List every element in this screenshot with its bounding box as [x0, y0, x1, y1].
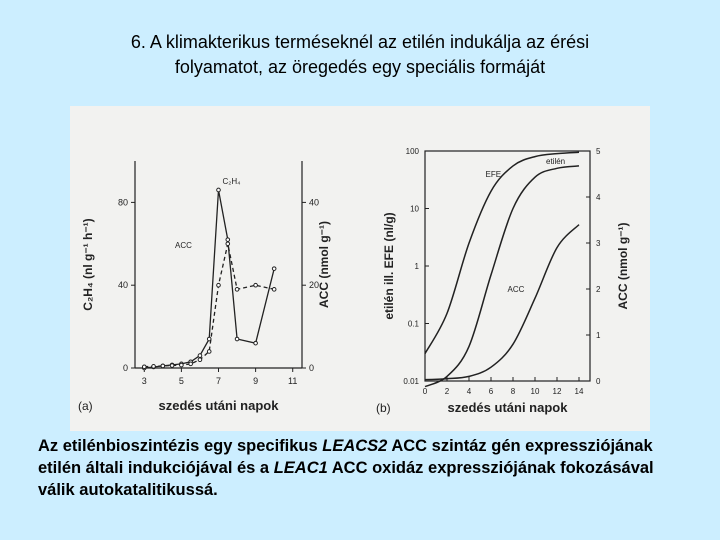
a-y-axis-label-right: ACC (nmol g⁻¹): [317, 221, 331, 308]
caption-gene-2: LEAC1: [273, 459, 328, 477]
a-series-label-acc: ACC: [175, 240, 192, 250]
a-data-point: [207, 350, 211, 354]
b-x-tick-label: 12: [552, 387, 562, 396]
b-yl-tick-label: 0.1: [407, 319, 419, 329]
a-x-tick-label: 3: [141, 376, 147, 386]
b-yr-tick-label: 4: [596, 193, 601, 202]
b-x-tick-label: 0: [422, 387, 428, 396]
a-data-point: [180, 363, 184, 367]
b-yl-tick-label: 10: [410, 204, 419, 214]
a-yr-tick-label: 0: [309, 363, 315, 373]
a-series-line-1: [144, 244, 274, 367]
figure-panel: [70, 106, 650, 431]
b-x-tick-label: 8: [510, 387, 516, 396]
a-x-tick-label: 9: [253, 376, 259, 386]
a-data-point: [254, 283, 258, 287]
b-x-tick-label: 14: [574, 387, 584, 396]
title-line-2: folyamatot, az öregedés egy speciális formáját: [174, 57, 546, 77]
b-yr-tick-label: 0: [596, 377, 601, 386]
b-x-tick-label: 10: [530, 387, 540, 396]
b-yl-tick-label: 100: [405, 147, 419, 156]
a-data-point: [170, 364, 174, 368]
b-yr-tick-label: 3: [596, 239, 601, 248]
a-x-tick-label: 5: [178, 376, 184, 386]
a-data-point: [226, 238, 230, 242]
a-yl-tick-label: 40: [117, 280, 128, 291]
charts-svg: [70, 106, 650, 431]
a-data-point: [198, 354, 202, 358]
a-data-point: [142, 365, 146, 369]
a-yl-tick-label: 0: [122, 363, 128, 373]
a-data-point: [254, 341, 258, 345]
a-panel-label: (a): [78, 399, 93, 413]
a-y-axis-label-left: C₂H₄ (nl g⁻¹ h⁻¹): [81, 218, 95, 311]
title-line-1: 6. A klimakterikus terméseknél az etilén indukálja az érési: [130, 32, 590, 52]
a-x-axis-label: szedés utáni napok: [158, 398, 279, 413]
b-series-label-acc: ACC: [507, 285, 525, 295]
a-data-point: [189, 362, 193, 366]
b-yr-tick-label: 2: [596, 285, 601, 294]
a-data-point: [217, 283, 221, 287]
a-data-point: [217, 188, 221, 192]
page-title: [40, 30, 680, 80]
a-data-point: [198, 358, 202, 362]
a-data-point: [235, 288, 239, 292]
a-yr-tick-label: 20: [309, 280, 320, 291]
caption-text-1: Az etilénbioszintézis egy specifikus: [38, 437, 323, 455]
b-series-line-2: [425, 225, 579, 380]
caption-gene-1: LEACS2: [322, 437, 388, 455]
b-x-axis-label: szedés utáni napok: [447, 400, 568, 415]
a-data-point: [272, 267, 276, 271]
caption-text-2: ACC szintáz gén expressziójának etilén általi indukciójával és a: [38, 437, 653, 477]
b-yl-tick-label: 0.01: [403, 377, 419, 386]
b-x-tick-label: 6: [488, 387, 494, 396]
a-data-point: [226, 242, 230, 246]
b-series-line-1: [425, 166, 579, 387]
b-y-axis-label-right: ACC (nmol g⁻¹): [616, 222, 630, 310]
caption-text-3: ACC oxidáz expressziójának fokozásával válik autokatalitikussá.: [38, 459, 654, 499]
b-series-line-0: [425, 152, 579, 353]
a-yr-tick-label: 40: [309, 197, 320, 208]
a-data-point: [161, 364, 165, 368]
b-yr-tick-label: 5: [596, 147, 601, 156]
a-x-tick-label: 7: [215, 376, 222, 386]
a-x-tick-label: 11: [288, 376, 298, 386]
b-panel-label: (b): [376, 401, 391, 415]
b-x-tick-label: 4: [466, 387, 472, 396]
a-data-point: [152, 365, 156, 369]
caption: [38, 435, 688, 501]
b-y-axis-label-left: etilén ill. EFE (nl/g): [382, 212, 396, 320]
a-series-label-c2h4: C₂H₄: [222, 176, 241, 186]
a-data-point: [235, 337, 239, 341]
b-yr-tick-label: 1: [596, 331, 601, 340]
b-yl-tick-label: 1: [414, 262, 419, 271]
a-data-point: [272, 288, 276, 292]
b-series-label-efe: EFE: [485, 170, 502, 180]
b-series-label-etilen: etilén: [546, 156, 566, 166]
b-plot-frame: [425, 151, 590, 381]
a-yl-tick-label: 80: [117, 197, 128, 208]
b-x-tick-label: 2: [444, 387, 450, 396]
